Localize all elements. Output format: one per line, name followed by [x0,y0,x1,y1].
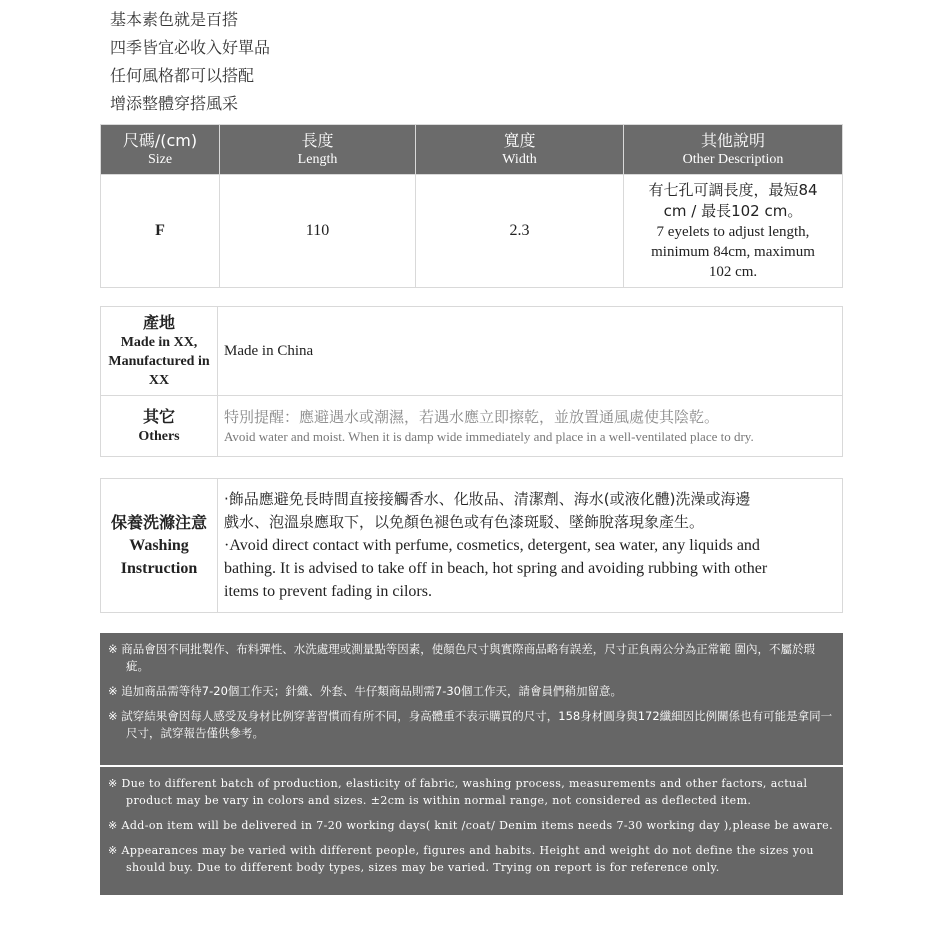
care-value: ·飾品應避免長時間直接接觸香水、化妝品、清潔劑、海水(或液化體)洗澡或海邊 戲水、泡溫泉應取下，以免顏色褪色或有色漆斑駁、墜飾脫落現象產生。 ·Avoid direct contact with perfume, cosmetics, detergent, sea water, any liquids and bathing. It is advised to take off in beach, hot spring and avoiding rubbing with other items to prevent fading in cilors. [218,479,843,613]
origin-table [100,306,843,457]
header-other-description: 其他說明 Other Description [624,125,843,175]
length-value: 110 [220,175,416,288]
notice-item: ※ Appearances may be varied with different people, figures and habits. Height and weight do not define the sizes you should buy. Due to different body types, sizes may be varied. Trying on report is for reference only. [108,844,814,874]
intro-line: 任何風格都可以搭配 [110,66,255,85]
notice-item: ※ Due to different batch of production, elasticity of fabric, washing process, measurements and other factors, actual product may be vary in colors and sizes. ±2cm is within normal range, not considered as deflected item. [108,777,808,807]
intro-line: 基本素色就是百搭 [110,10,239,29]
notice-item: ※ 追加商品需等待7-20個工作天；針織、外套、牛仔類商品則需7-30個工作天，請會員們稍加留意。 [108,684,622,698]
notice-item: ※ 商品會因不同批製作、布料彈性、水洗處理或測量點等因素，使顏色尺寸與實際商品略有誤差，尺寸正負兩公分為正常範 圍內，不屬於瑕疵。 [108,642,815,673]
header-length: 長度 Length [220,125,416,175]
notice-item: ※ Add-on item will be delivered in 7-20 working days( knit /coat/ Denim items needs 7-30 working day ),please be aware. [108,819,833,832]
notice-item: ※ 試穿結果會因每人感受及身材比例穿著習慣而有所不同，身高體重不表示購買的尺寸，158身材圓身與172纖細因比例關係也有可能是拿同一尺寸，試穿報告僅供參考。 [108,709,833,740]
intro-line: 四季皆宜必收入好單品 [110,38,271,57]
others-label: 其它 Others [101,396,218,457]
size-table-header [101,125,843,175]
notice-box-english [100,767,843,895]
origin-value: Made in China [218,307,843,396]
others-value: 特別提醒：應避遇水或潮濕，若遇水應立即擦乾，並放置通風處使其陰乾。 Avoid water and moist. When it is damp wide immediately and place in a well-ventilated place to dry. [218,396,843,457]
description-value: 有七孔可調長度，最短84 cm / 最長102 cm。 7 eyelets to adjust length, minimum 84cm, maximum 102 cm. [624,175,843,288]
others-row [101,396,843,457]
width-value: 2.3 [416,175,624,288]
header-width: 寬度 Width [416,125,624,175]
intro-line: 增添整體穿搭風采 [110,94,239,113]
intro-text [110,6,510,118]
care-row [101,479,843,613]
care-label: 保養洗滌注意 Washing Instruction [101,479,218,613]
size-table [100,124,843,288]
table-row [101,175,843,288]
notice-box-chinese [100,633,843,765]
origin-row [101,307,843,396]
care-table [100,478,843,613]
origin-label: 產地 Made in XX, Manufactured in XX [101,307,218,396]
size-value: F [101,175,220,288]
header-size: 尺碼/(cm) Size [101,125,220,175]
